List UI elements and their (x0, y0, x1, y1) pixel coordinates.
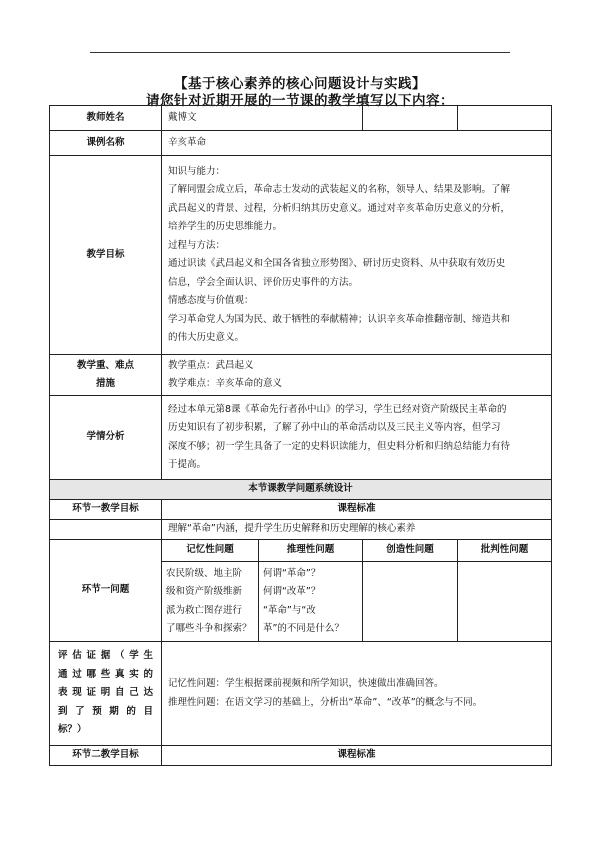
key-point-line: 教学重点：武昌起义 (168, 359, 254, 371)
question-types-row (50, 540, 552, 562)
evidence-label-line: 标？） (58, 724, 87, 736)
analysis-line: 于提高。 (168, 459, 207, 470)
memory-question-line: 级和资产阶级维新 (166, 586, 243, 597)
analysis-line: 经过本单元第8课《革命先行者孙中山》的学习，学生已经对资产阶级民主革命的 (168, 403, 507, 415)
objectives-line: 培养学生的历史思维能力。 (168, 221, 283, 232)
objectives-line: 信息，学会全面认识、评价历史事件的方法。 (168, 276, 359, 288)
objectives-line: 知识与能力： (168, 165, 226, 177)
lesson-label: 课例名称 (50, 131, 162, 156)
lesson-row (50, 131, 552, 156)
teacher-row (50, 106, 552, 131)
memory-question-header: 记忆性问题 (162, 540, 259, 562)
evidence-label (50, 642, 162, 746)
memory-question-line: 了哪些斗争和探索？ (166, 623, 252, 634)
evidence-label-line: 评估证据（学生 (58, 650, 153, 662)
page-subtitle: 请您针对近期开展的一节课的教学填写以下内容： (146, 93, 454, 109)
reasoning-question-line: “革命”与“改 (263, 604, 316, 616)
objectives-line: 通过识读《武昌起义和全国各省独立形势图》、研讨历史资料、从中获取有效历史 (168, 258, 506, 269)
stage1-questions-label: 环节一问题 (50, 540, 162, 642)
objectives-line: 了解同盟会成立后，革命志士发动的武装起义的名称，领导人、结果及影响。了解 (168, 184, 511, 195)
curriculum-standard-header: 课程标准 (162, 500, 552, 520)
creative-question-cell[interactable] (363, 562, 458, 642)
evidence-line: 推理性问题：在语文学习的基础上，分析出“革命”、“改革”的概念与不同。 (168, 696, 483, 708)
evidence-row (50, 642, 552, 746)
evidence-line: 记忆性问题：学生根据课前视频和所学知识，快速做出准确回答。 (168, 678, 444, 689)
analysis-line: 深度不够；初一学生具备了一定的史料识读能力，但史料分析和归纳总结能力有待 (168, 440, 511, 452)
page-title: 【基于核心素养的核心问题设计与实践】 (174, 76, 426, 92)
critical-question-cell[interactable] (458, 562, 552, 642)
teacher-label: 教师姓名 (50, 106, 162, 131)
objectives-label: 教学目标 (50, 156, 162, 355)
memory-question-line: 派为救亡图存进行 (166, 604, 243, 616)
objectives-line: 的伟大历史意义。 (168, 332, 245, 343)
reasoning-question-header: 推理性问题 (259, 540, 363, 562)
key-points-label-line: 措施 (95, 378, 115, 389)
stage2-label: 环节二教学目标 (50, 746, 162, 766)
objectives-line: 武昌起义的背景、过程，分析归纳其历史意义。通过对辛亥革命历史意义的分析， (168, 202, 511, 214)
critical-question-header: 批判性问题 (458, 540, 552, 562)
reasoning-question-cell[interactable] (259, 562, 363, 642)
analysis-line: 历史知识有了初步积累，了解了孙中山的革命活动以及三民主义等内容，但学习 (168, 422, 501, 433)
reasoning-question-line: 革”的不同是什么？ (263, 623, 344, 634)
evidence-label-line: 表现证明自己达 (58, 687, 153, 699)
stage1-goal-row (50, 520, 552, 540)
objectives-line: 过程与方法： (168, 239, 226, 251)
reasoning-question-line: 何谓“革命”？ (263, 567, 321, 579)
objectives-line: 情感态度与价值观： (168, 295, 254, 306)
design-section-row (50, 480, 552, 500)
reasoning-question-line: 何谓“改革”？ (263, 586, 321, 597)
stage1-goal[interactable]: 理解“革命”内涵，提升学生历史解释和历史理解的核心素养 (162, 520, 552, 540)
stage1-label: 环节一教学目标 (50, 500, 162, 520)
teacher-extra-cell-1[interactable] (363, 106, 458, 131)
analysis-content[interactable] (162, 396, 552, 480)
creative-question-header: 创造性问题 (363, 540, 458, 562)
key-point-line: 教学难点：辛亥革命的意义 (168, 378, 283, 389)
analysis-row (50, 396, 552, 480)
memory-question-line: 农民阶级、地主阶 (166, 567, 243, 579)
key-points-label (50, 355, 162, 396)
stage1-goal-blank[interactable] (50, 520, 162, 540)
key-points-row (50, 355, 552, 396)
lesson-value[interactable]: 辛亥革命 (162, 131, 552, 156)
header-rule (90, 52, 510, 53)
key-points-content[interactable] (162, 355, 552, 396)
objectives-line: 学习革命党人为国为民、敢于牺牲的奉献精神；认识辛亥革命推翻帝制、缔造共和 (168, 313, 511, 325)
evidence-content[interactable] (162, 642, 552, 746)
objectives-content[interactable] (162, 156, 552, 355)
memory-question-cell[interactable] (162, 562, 259, 642)
stage1-header-row (50, 500, 552, 520)
stage2-standard-header: 课程标准 (162, 746, 552, 766)
evidence-label-line: 通过哪些真实的 (58, 668, 153, 680)
evidence-label-line: 到了预期的目 (58, 705, 153, 717)
design-section-title: 本节课教学问题系统设计 (50, 480, 552, 500)
analysis-label: 学情分析 (50, 396, 162, 480)
key-points-label-line: 教学重、难点 (76, 359, 134, 371)
stage2-header-row (50, 746, 552, 766)
teacher-value[interactable]: 戴博文 (162, 106, 363, 131)
lesson-form-table (49, 105, 552, 766)
objectives-row (50, 156, 552, 355)
teacher-extra-cell-2[interactable] (458, 106, 552, 131)
